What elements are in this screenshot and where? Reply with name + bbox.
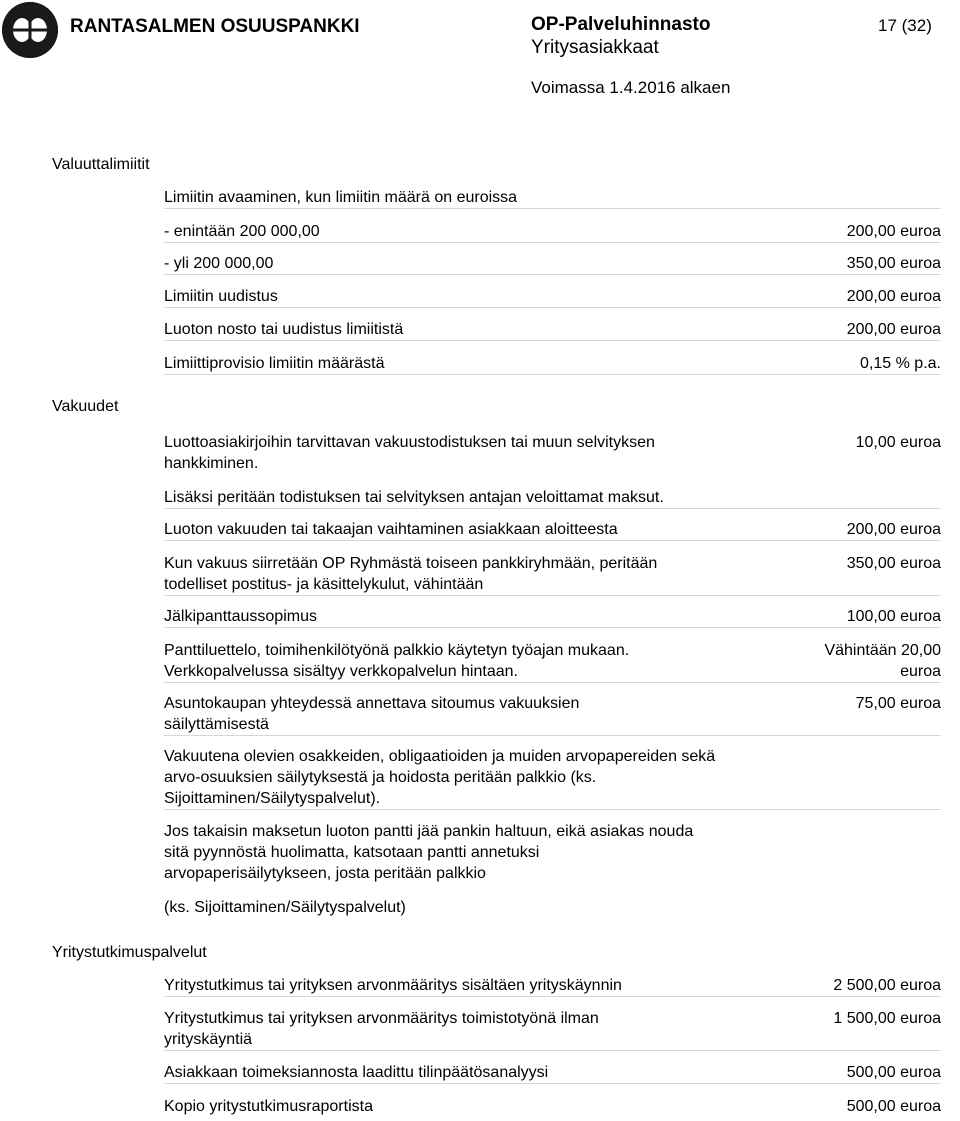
table-row bbox=[164, 487, 941, 509]
document-subtitle: Yritysasiakkaat bbox=[531, 37, 659, 58]
row-price: 75,00 euroa bbox=[855, 695, 941, 712]
table-row bbox=[164, 975, 941, 997]
row-description: Asuntokaupan yhteydessä annettava sitoumus vakuuksien säilyttämisestä bbox=[164, 695, 580, 733]
row-price: 100,00 euroa bbox=[846, 608, 941, 625]
table-row bbox=[164, 353, 941, 375]
section-title-vakuudet: Vakuudet bbox=[52, 398, 119, 415]
table-row bbox=[164, 319, 941, 341]
row-description: Yritystutkimus tai yrityksen arvonmääritys toimistotyönä ilman yrityskäyntiä bbox=[164, 1010, 599, 1048]
section-title-yritystutkimuspalvelut: Yritystutkimuspalvelut bbox=[52, 944, 207, 961]
table-row bbox=[164, 1062, 941, 1084]
table-row bbox=[164, 1096, 941, 1117]
validity-date: Voimassa 1.4.2016 alkaen bbox=[531, 78, 731, 97]
row-price: Vähintään 20,00 euroa bbox=[824, 642, 941, 680]
row-description: Limiitin avaaminen, kun limiitin määrä on euroissa bbox=[164, 189, 518, 206]
table-row bbox=[164, 221, 941, 243]
row-price: 500,00 euroa bbox=[846, 1098, 941, 1115]
bank-name: RANTASALMEN OSUUSPANKKI bbox=[70, 16, 360, 37]
row-price: 350,00 euroa bbox=[846, 555, 941, 572]
table-row bbox=[164, 519, 941, 541]
row-price: 200,00 euroa bbox=[846, 321, 941, 338]
row-description: Panttiluettelo, toimihenkilötyönä palkkio käytetyn työajan mukaan. Verkkopalvelussa sisältyy verkkopalvelun hintaan. bbox=[164, 642, 630, 680]
row-price: 200,00 euroa bbox=[846, 521, 941, 538]
row-price: 200,00 euroa bbox=[846, 223, 941, 240]
table-row bbox=[164, 640, 941, 683]
row-price: 2 500,00 euroa bbox=[833, 977, 941, 994]
row-description: Luoton nosto tai uudistus limiitistä bbox=[164, 321, 404, 338]
row-description: - yli 200 000,00 bbox=[164, 255, 274, 272]
document-title: OP-Palveluhinnasto bbox=[531, 14, 711, 35]
row-description: Vakuutena olevien osakkeiden, obligaatioiden ja muiden arvopapereiden sekä arvo-osuuksien säilytyksestä ja hoidosta peritään palkkio (ks. Sijoittaminen/Säilytyspalvelut). bbox=[164, 748, 716, 807]
row-description: - enintään 200 000,00 bbox=[164, 223, 320, 240]
table-row bbox=[164, 606, 941, 628]
row-description: Kun vakuus siirretään OP Ryhmästä toiseen pankkiryhmään, peritään todelliset postitus- ja käsittelykulut, vähintään bbox=[164, 555, 658, 593]
row-description: Lisäksi peritään todistuksen tai selvityksen antajan veloittamat maksut. bbox=[164, 489, 664, 506]
row-price: 350,00 euroa bbox=[846, 255, 941, 272]
row-description: Limiittiprovisio limiitin määrästä bbox=[164, 355, 385, 372]
row-description: Jälkipanttaussopimus bbox=[164, 608, 317, 625]
table-row bbox=[164, 746, 941, 810]
row-description: Luoton vakuuden tai takaajan vaihtaminen asiakkaan aloitteesta bbox=[164, 521, 618, 538]
row-description: Luottoasiakirjoihin tarvittavan vakuustodistuksen tai muun selvityksen hankkiminen. bbox=[164, 434, 655, 472]
row-price: 500,00 euroa bbox=[846, 1064, 941, 1081]
row-description: Kopio yritystutkimusraportista bbox=[164, 1098, 373, 1115]
table-row bbox=[164, 286, 941, 308]
row-price: 0,15 % p.a. bbox=[860, 355, 941, 372]
table-row bbox=[164, 693, 941, 736]
table-row bbox=[164, 1008, 941, 1051]
row-description: Asiakkaan toimeksiannosta laadittu tilinpäätösanalyysi bbox=[164, 1064, 549, 1081]
table-row bbox=[164, 553, 941, 596]
row-description: (ks. Sijoittaminen/Säilytyspalvelut) bbox=[164, 899, 406, 916]
section-title-valuuttalimiitit: Valuuttalimiitit bbox=[52, 156, 150, 173]
table-row bbox=[164, 187, 941, 209]
table-row bbox=[164, 897, 941, 918]
table-row bbox=[164, 821, 941, 884]
row-description: Limiitin uudistus bbox=[164, 288, 278, 305]
row-description: Jos takaisin maksetun luoton pantti jää pankin haltuun, eikä asiakas nouda sitä pyynnöstä huolimatta, katsotaan pantti annetuksi arvopaperisäilytykseen, josta peritään palkkio bbox=[164, 823, 694, 882]
row-price: 1 500,00 euroa bbox=[833, 1010, 941, 1027]
table-row bbox=[164, 253, 941, 275]
row-description: Yritystutkimus tai yrityksen arvonmääritys sisältäen yrityskäynnin bbox=[164, 977, 622, 994]
row-price: 10,00 euroa bbox=[855, 434, 941, 451]
row-price: 200,00 euroa bbox=[846, 288, 941, 305]
page-number: 17 (32) bbox=[878, 16, 932, 35]
table-row bbox=[164, 432, 941, 474]
op-logo-icon bbox=[2, 2, 58, 58]
